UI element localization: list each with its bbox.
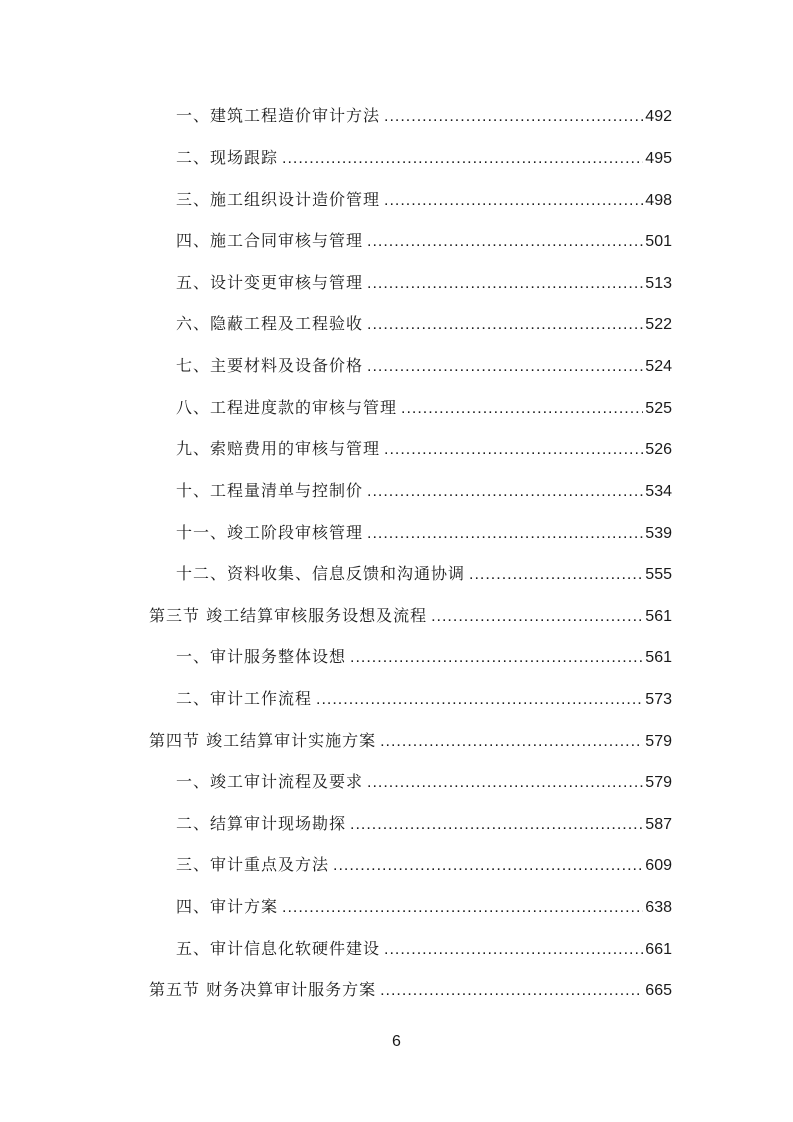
toc-entry-page: 609: [645, 857, 672, 874]
toc-dot-leader: [469, 562, 643, 588]
toc-entry-page: 525: [645, 400, 672, 417]
toc-entry-title: 七、主要材料及设备价格: [176, 356, 364, 375]
toc-entry-title: 四、审计方案: [176, 897, 279, 916]
page-number: 6: [392, 1033, 401, 1050]
toc-entry-title: 一、竣工审计流程及要求: [176, 772, 364, 791]
toc-entry[interactable]: [176, 145, 672, 171]
toc-entry[interactable]: [176, 644, 672, 670]
toc-entry-title: 八、工程进度款的审核与管理: [176, 398, 398, 417]
toc-entry-page: 638: [645, 899, 672, 916]
toc-entry-page: 534: [645, 483, 672, 500]
toc-entry-page: 522: [645, 316, 672, 333]
toc-entry[interactable]: [176, 811, 672, 837]
toc-entry-page: 665: [645, 982, 672, 999]
toc-dot-leader: [431, 604, 643, 630]
toc-entry-title: 第四节 竣工结算审计实施方案: [149, 731, 377, 750]
toc-entry-title: 二、现场跟踪: [176, 148, 279, 167]
toc-dot-leader: [384, 437, 643, 463]
toc-entry-title: 一、建筑工程造价审计方法: [176, 106, 381, 125]
toc-entry-title: 十二、资料收集、信息反馈和沟通协调: [176, 564, 466, 583]
toc-entry-page: 579: [645, 733, 672, 750]
toc-entry-page: 492: [645, 108, 672, 125]
toc-entry-page: 561: [645, 608, 672, 625]
toc-entry[interactable]: [176, 311, 672, 337]
toc-dot-leader: [350, 645, 643, 671]
toc-dot-leader: [384, 937, 643, 963]
toc-dot-leader: [380, 978, 643, 1004]
toc-entry-title: 二、审计工作流程: [176, 689, 313, 708]
toc-entry[interactable]: [176, 353, 672, 379]
toc-dot-leader: [282, 895, 643, 921]
toc-entry[interactable]: [176, 894, 672, 920]
toc-section-entry[interactable]: [149, 977, 672, 1003]
toc-section-entry[interactable]: [149, 728, 672, 754]
toc-entry-title: 第三节 竣工结算审核服务设想及流程: [149, 606, 428, 625]
toc-entry-title: 九、索赔费用的审核与管理: [176, 439, 381, 458]
toc-entry[interactable]: [176, 436, 672, 462]
toc-entry-page: 539: [645, 525, 672, 542]
toc-entry[interactable]: [176, 936, 672, 962]
toc-entry-page: 555: [645, 566, 672, 583]
toc-entry-title: 二、结算审计现场勘探: [176, 814, 347, 833]
toc-entry-page: 501: [645, 233, 672, 250]
toc-entry[interactable]: [176, 270, 672, 296]
toc-entry-page: 587: [645, 816, 672, 833]
toc-entry-page: 579: [645, 774, 672, 791]
toc-entry-title: 四、施工合同审核与管理: [176, 231, 364, 250]
toc-entry[interactable]: [176, 103, 672, 129]
toc-entry-title: 五、审计信息化软硬件建设: [176, 939, 381, 958]
toc-dot-leader: [350, 812, 643, 838]
toc-entry[interactable]: [176, 561, 672, 587]
toc-entry[interactable]: [176, 187, 672, 213]
toc-dot-leader: [367, 271, 643, 297]
toc-entry[interactable]: [176, 228, 672, 254]
toc-entry-title: 三、审计重点及方法: [176, 855, 330, 874]
toc-entry-title: 三、施工组织设计造价管理: [176, 190, 381, 209]
toc-entry[interactable]: [176, 852, 672, 878]
toc-entry[interactable]: [176, 395, 672, 421]
toc-dot-leader: [401, 396, 643, 422]
toc-dot-leader: [282, 146, 643, 172]
toc-entry-title: 六、隐蔽工程及工程验收: [176, 314, 364, 333]
toc-entry-title: 一、审计服务整体设想: [176, 647, 347, 666]
toc-entry-page: 513: [645, 275, 672, 292]
toc-entry-page: 524: [645, 358, 672, 375]
toc-section-entry[interactable]: [149, 603, 672, 629]
toc-entry[interactable]: [176, 478, 672, 504]
toc-entry-page: 661: [645, 941, 672, 958]
toc-entry-title: 第五节 财务决算审计服务方案: [149, 980, 377, 999]
toc-dot-leader: [367, 770, 643, 796]
toc-entry-page: 495: [645, 150, 672, 167]
toc-entry-title: 十一、竣工阶段审核管理: [176, 523, 364, 542]
toc-entry[interactable]: [176, 769, 672, 795]
toc-entry[interactable]: [176, 520, 672, 546]
toc-entry-page: 561: [645, 649, 672, 666]
toc-dot-leader: [333, 853, 643, 879]
toc-dot-leader: [367, 312, 643, 338]
toc-dot-leader: [367, 354, 643, 380]
toc-dot-leader: [384, 104, 643, 130]
toc-dot-leader: [367, 479, 643, 505]
toc-dot-leader: [367, 521, 643, 547]
toc-dot-leader: [380, 729, 643, 755]
toc-entry[interactable]: [176, 686, 672, 712]
toc-dot-leader: [316, 687, 643, 713]
toc-entry-page: 573: [645, 691, 672, 708]
toc-entry-title: 十、工程量清单与控制价: [176, 481, 364, 500]
toc-dot-leader: [384, 188, 643, 214]
toc-entry-title: 五、设计变更审核与管理: [176, 273, 364, 292]
toc-entry-page: 498: [645, 192, 672, 209]
toc-dot-leader: [367, 229, 643, 255]
toc-entry-page: 526: [645, 441, 672, 458]
